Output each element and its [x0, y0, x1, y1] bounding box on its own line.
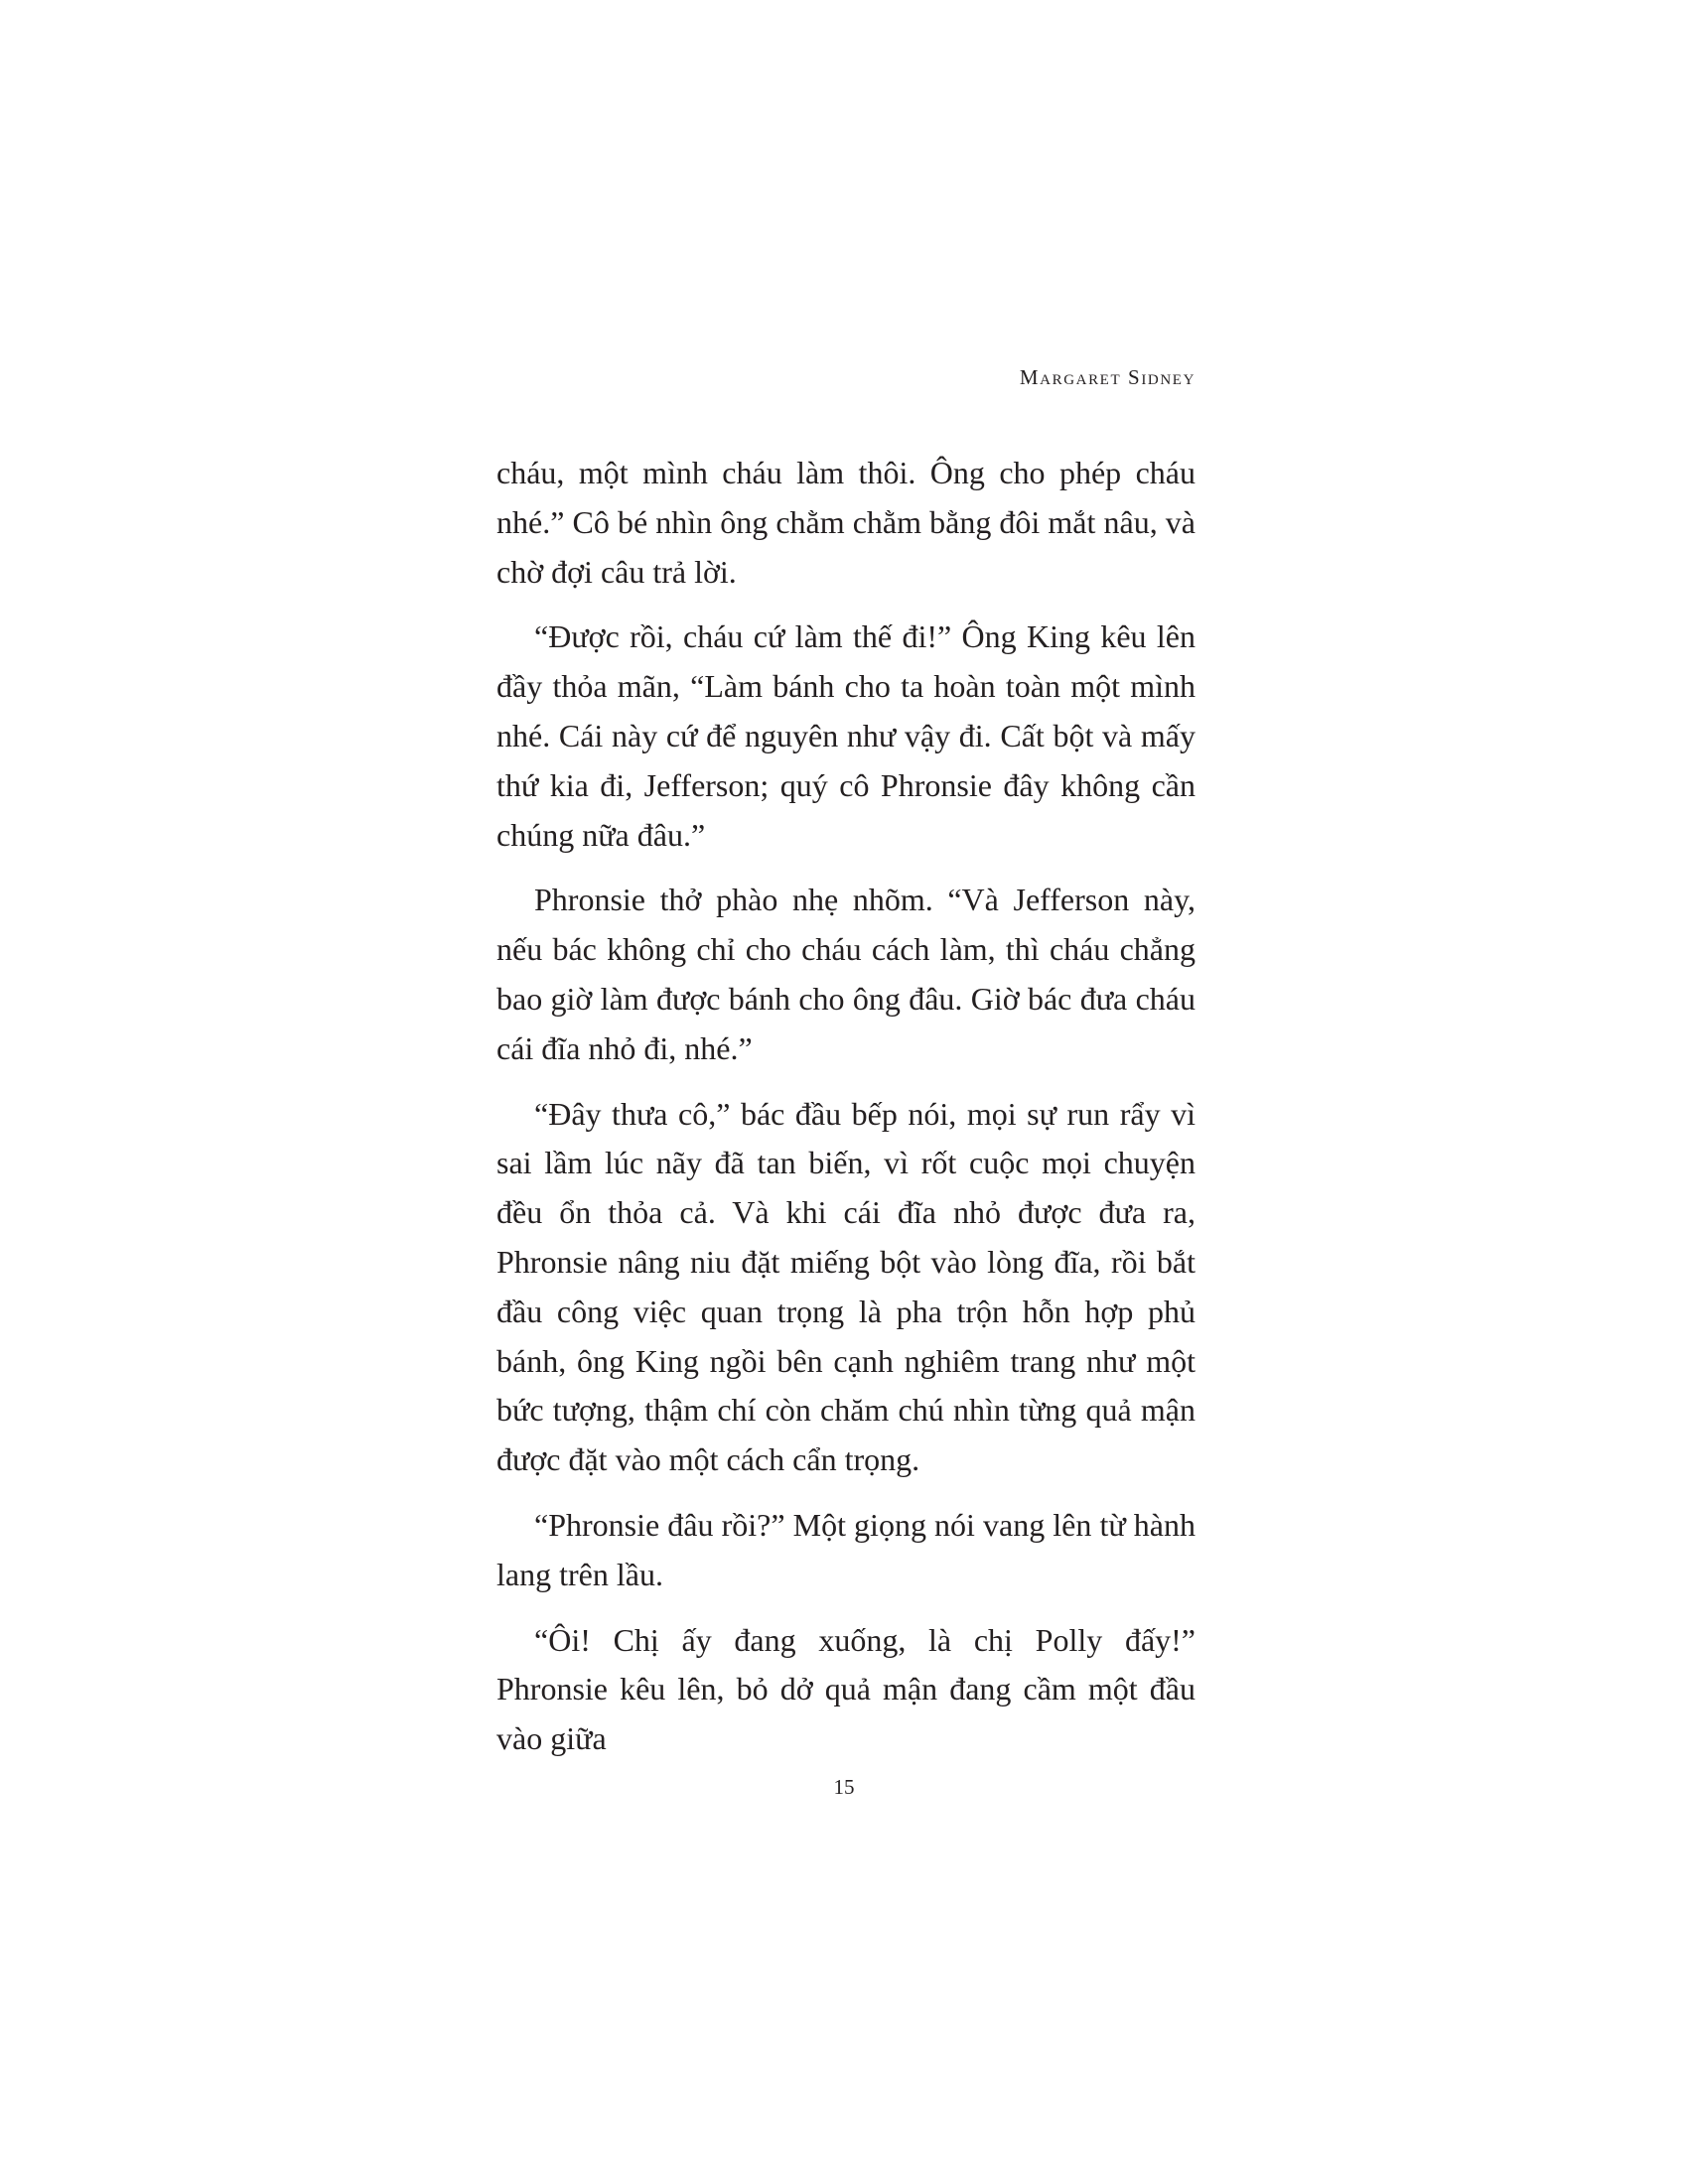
- paragraph-5: “Phronsie đâu rồi?” Một giọng nói vang lên từ hành lang trên lầu.: [496, 1506, 1196, 1592]
- paragraph-4: “Đây thưa cô,” bác đầu bếp nói, mọi sự run rẩy vì sai lầm lúc nãy đã tan biến, vì rốt cuộc mọi chuyện đều ổn thỏa cả. Và khi cái đĩa nhỏ được đưa ra, Phronsie nâng niu đặt miếng bột vào lòng đĩa, rồi bắt đầu công việc quan trọng là pha trộn hỗn hợp phủ bánh, ông King ngồi bên cạnh nghiêm trang như một bức tượng, thậm chí còn chăm chú nhìn từng quả mận được đặt vào một cách cẩn trọng.: [496, 1095, 1196, 1478]
- page-number: 15: [833, 1775, 855, 1799]
- body-text: [496, 449, 1196, 1780]
- paragraph-1: cháu, một mình cháu làm thôi. Ông cho phép cháu nhé.” Cô bé nhìn ông chằm chằm bằng đôi mắt nâu, và chờ đợi câu trả lời.: [496, 455, 1196, 590]
- paragraph-6: “Ôi! Chị ấy đang xuống, là chị Polly đấy!” Phronsie kêu lên, bỏ dở quả mận đang cầm một đầu vào giữa: [496, 1621, 1196, 1757]
- paragraph-2: “Được rồi, cháu cứ làm thế đi!” Ông King kêu lên đầy thỏa mãn, “Làm bánh cho ta hoàn toàn một mình nhé. Cái này cứ để nguyên như vậy đi. Cất bột và mấy thứ kia đi, Jefferson; quý cô Phronsie đây không cần chúng nữa đâu.”: [496, 618, 1196, 853]
- running-header: Margaret Sidney: [1019, 365, 1196, 389]
- paragraph-3: Phronsie thở phào nhẹ nhõm. “Và Jefferson này, nếu bác không chỉ cho cháu cách làm, thì cháu chẳng bao giờ làm được bánh cho ông đâu. Giờ bác đưa cháu cái đĩa nhỏ đi, nhé.”: [496, 882, 1196, 1066]
